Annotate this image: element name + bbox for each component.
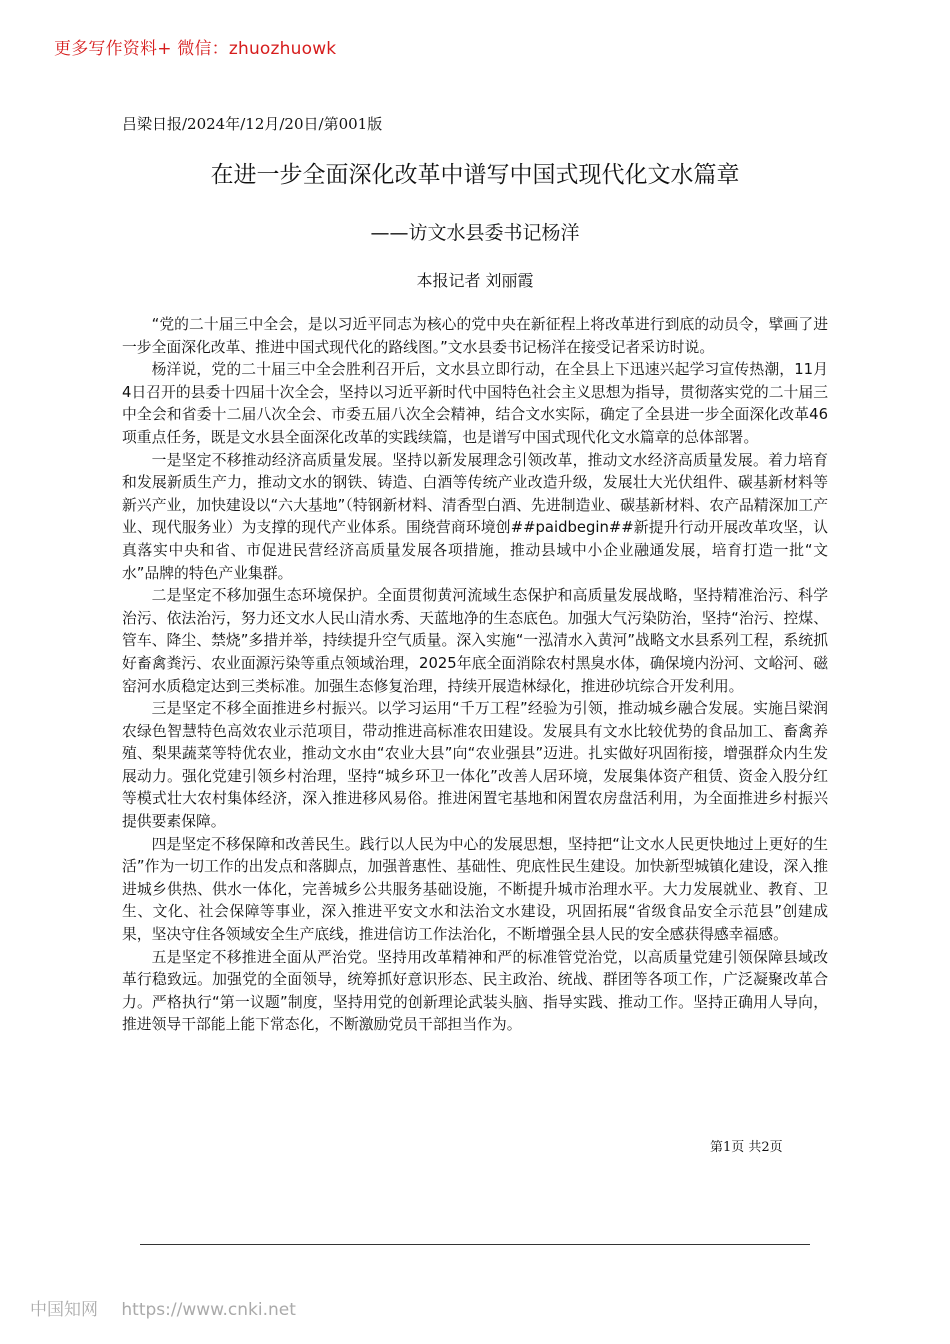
paragraph: “党的二十届三中全会，是以习近平同志为核心的党中央在新征程上将改革进行到底的动员令，擘画了进一步全面深化改革、推进中国式现代化的路线图。”文水县委书记杨洋在接受记者采访时说。 <box>122 316 828 356</box>
divider <box>140 1244 810 1245</box>
site-url[interactable]: https://www.cnki.net <box>121 1300 296 1320</box>
site-name: 中国知网 <box>30 1300 98 1320</box>
paragraph: 三是坚定不移全面推进乡村振兴。以学习运用“千万工程”经验为引领，推动城乡融合发展。实施吕梁润农绿色智慧特色高效农业示范项目，带动推进高标准农田建设。发展具有文水比较优势的食品加工、畜禽养殖、梨果蔬菜等特优农业，推动文水由“农业大县”向“农业强县”迈进。扎实做好巩固衔接，增强群众内生发展动力。强化党建引领乡村治理，坚持“城乡环卫一体化”改善人居环境，发展集体资产租赁、资金入股分红等模式壮大农村集体经济，深入推进移风易俗。推进闲置宅基地和闲置农房盘活利用，为全面推进乡村振兴提供要素保障。 <box>122 700 828 831</box>
page-number: 第1页 共2页 <box>710 1140 783 1155</box>
article-subtitle: ——访文水县委书记杨洋 <box>370 222 580 244</box>
footer-watermark <box>30 1295 314 1320</box>
article-title: 在进一步全面深化改革中谱写中国式现代化文水篇章 <box>210 162 740 188</box>
article-body <box>122 314 828 1037</box>
article-byline: 本报记者 刘丽霞 <box>416 271 534 290</box>
promo-banner: 更多写作资料+ 微信：zhuozhuowk <box>54 39 337 59</box>
paragraph: 二是坚定不移加强生态环境保护。全面贯彻黄河流域生态保护和高质量发展战略，坚持精准治污、科学治污、依法治污，努力还文水人民山清水秀、天蓝地净的生态底色。加强大气污染防治，坚持“治污、控煤、管车、降尘、禁烧”多措并举，持续提升空气质量。深入实施“一泓清水入黄河”战略文水县系列工程，系统抓好畜禽粪污、农业面源污染等重点领域治理，2025年底全面消除农村黑臭水体，确保境内汾河、文峪河、磁窑河水质稳定达到三类标准。加强生态修复治理，持续开展造林绿化，推进砂坑综合开发利用。 <box>122 587 828 695</box>
paragraph: 杨洋说，党的二十届三中全会胜利召开后，文水县立即行动，在全县上下迅速兴起学习宣传热潮，11月4日召开的县委十四届十次全会，坚持以习近平新时代中国特色社会主义思想为指导，贯彻落实党的二十届三中全会和省委十二届八次全会、市委五届八次全会精神，结合文水实际，确定了全县进一步全面深化改革46项重点任务，既是文水县全面深化改革的实践续篇，也是谱写中国式现代化文水篇章的总体部署。 <box>122 361 828 446</box>
publication-source: 吕梁日报/2024年/12月/20日/第001版 <box>122 115 383 133</box>
paragraph: 一是坚定不移推动经济高质量发展。坚持以新发展理念引领改革，推动文水经济高质量发展。着力培育和发展新质生产力，推动文水的钢铁、铸造、白酒等传统产业改造升级，发展壮大光伏组件、碳基新材料等新兴产业，加快建设以“六大基地”（特钢新材料、清香型白酒、先进制造业、碳基新材料、农产品精深加工产业、现代服务业）为支撑的现代产业体系。围绕营商环境创##paidbegin##新提升行动开展改革攻坚，认真落实中央和省、市促进民营经济高质量发展各项措施，推动县域中小企业融通发展，培育打造一批“文水”品牌的特色产业集群。 <box>122 451 828 582</box>
paragraph: 五是坚定不移推进全面从严治党。坚持用改革精神和严的标准管党治党，以高质量党建引领保障县域改革行稳致远。加强党的全面领导，统筹抓好意识形态、民主政治、统战、群团等各项工作，广泛凝聚改革合力。严格执行“第一议题”制度，坚持用党的创新理论武装头脑、指导实践、推动工作。坚持正确用人导向，推进领导干部能上能下常态化，不断激励党员干部担当作为。 <box>122 948 828 1034</box>
paragraph: 四是坚定不移保障和改善民生。践行以人民为中心的发展思想，坚持把“让文水人民更快地过上更好的生活”作为一切工作的出发点和落脚点，加强普惠性、基础性、兜底性民生建设。加快新型城镇化建设，深入推进城乡供热、供水一体化，完善城乡公共服务基础设施，不断提升城市治理水平。大力发展就业、教育、卫生、文化、社会保障等事业，深入推进平安文水和法治文水建设，巩固拓展“省级食品安全示范县”创建成果，坚决守住各领域安全生产底线，推进信访工作法治化，不断增强全县人民的安全感获得感幸福感。 <box>122 835 828 944</box>
